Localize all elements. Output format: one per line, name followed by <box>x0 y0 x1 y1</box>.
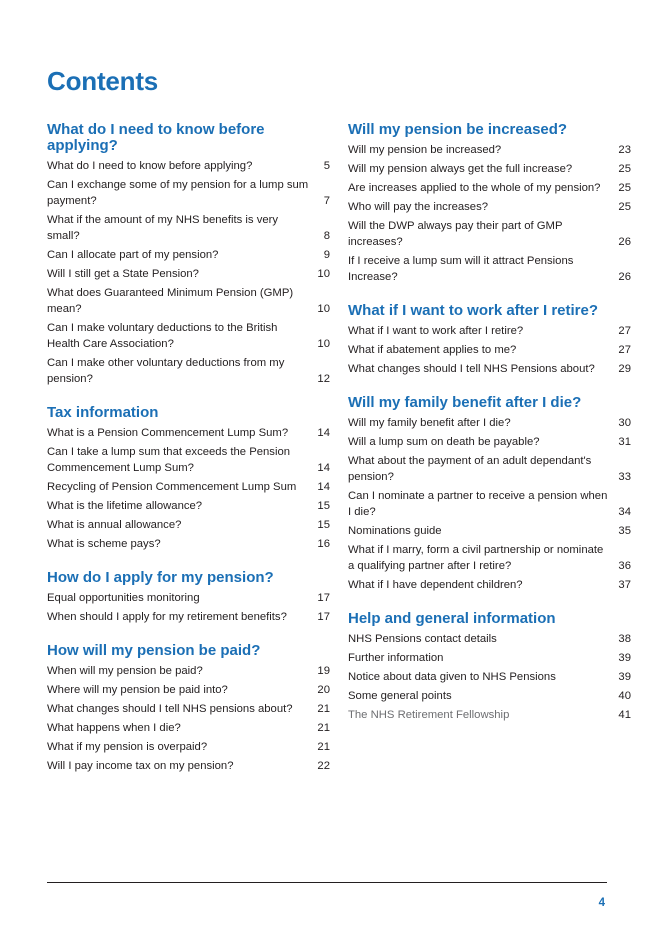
toc-entry[interactable] <box>348 361 631 377</box>
contents-left-column <box>47 122 330 792</box>
toc-entry-title: Notice about data given to NHS Pensions <box>348 671 556 683</box>
toc-entry-page: 21 <box>317 722 330 734</box>
toc-entry-page: 7 <box>323 195 330 207</box>
toc-section-will-my-family-benefit-after-i-die <box>348 395 631 593</box>
toc-entry-page: 39 <box>618 671 631 683</box>
toc-entry-title: What changes should I tell NHS Pensions about? <box>348 363 595 375</box>
toc-entry-title: What about the payment of an adult dependant's pension? <box>348 455 592 483</box>
toc-section-what-if-i-want-to-work-after-i-retire <box>348 303 631 377</box>
toc-entry-page: 26 <box>618 236 631 248</box>
toc-entry[interactable] <box>348 342 631 358</box>
toc-entry-title: Will my family benefit after I die? <box>348 417 511 429</box>
toc-entry[interactable] <box>348 323 631 339</box>
toc-entry[interactable] <box>47 158 330 174</box>
toc-entry[interactable] <box>47 720 330 736</box>
section-heading: How will my pension be paid? <box>47 642 261 659</box>
toc-entry-title: Can I exchange some of my pension for a lump sum payment? <box>47 179 309 207</box>
toc-entry-page: 14 <box>317 427 330 439</box>
toc-entry-title: If I receive a lump sum will it attract Pensions Increase? <box>348 255 574 283</box>
toc-entry[interactable] <box>47 682 330 698</box>
toc-entry-title: When should I apply for my retirement benefits? <box>47 611 287 623</box>
toc-entry-page: 35 <box>618 525 631 537</box>
toc-entry-title: Can I allocate part of my pension? <box>47 249 219 261</box>
toc-section-how-will-my-pension-be-paid <box>47 643 330 774</box>
toc-entry-title: Who will pay the increases? <box>348 201 489 213</box>
toc-entry[interactable] <box>47 266 330 282</box>
toc-entry[interactable] <box>47 663 330 679</box>
contents-right-column <box>348 122 631 741</box>
toc-entry[interactable] <box>348 542 631 574</box>
toc-section-what-do-i-need-to-know-before-applying <box>47 122 330 387</box>
toc-entry-page: 17 <box>317 592 330 604</box>
toc-entry-page: 26 <box>618 271 631 283</box>
toc-entry[interactable] <box>348 707 631 723</box>
toc-entry-title: What is annual allowance? <box>47 519 182 531</box>
toc-entry-page: 37 <box>618 579 631 591</box>
toc-entry[interactable] <box>47 247 330 263</box>
toc-entry-page: 9 <box>323 249 330 261</box>
toc-entry-title: What if my pension is overpaid? <box>47 741 208 753</box>
toc-entry-page: 25 <box>618 201 631 213</box>
toc-entry-page: 27 <box>618 325 631 337</box>
page-number: 4 <box>598 897 605 909</box>
toc-entry-title: Further information <box>348 652 444 664</box>
toc-entry-title: What changes should I tell NHS pensions about? <box>47 703 293 715</box>
toc-entry-title: The NHS Retirement Fellowship <box>348 709 510 721</box>
toc-entry-page: 36 <box>618 560 631 572</box>
section-heading: Will my pension be increased? <box>348 121 568 138</box>
toc-entry-title: What is a Pension Commencement Lump Sum? <box>47 427 289 439</box>
toc-entry-page: 33 <box>618 471 631 483</box>
page-title: Contents <box>47 66 159 96</box>
toc-entry[interactable] <box>47 285 330 317</box>
section-heading: What do I need to know before applying? <box>47 121 265 154</box>
toc-entry-page: 14 <box>317 462 330 474</box>
toc-entry-title: What if abatement applies to me? <box>348 344 517 356</box>
toc-entry-page: 16 <box>317 538 330 550</box>
toc-entry-title: Will a lump sum on death be payable? <box>348 436 540 448</box>
toc-entry-page: 23 <box>618 144 631 156</box>
toc-entry[interactable] <box>348 577 631 593</box>
toc-entry-title: Will my pension always get the full increase? <box>348 163 573 175</box>
toc-entry[interactable] <box>348 180 631 196</box>
toc-entry[interactable] <box>348 523 631 539</box>
section-heading: Tax information <box>47 404 159 421</box>
toc-entry-title: Recycling of Pension Commencement Lump Sum <box>47 481 297 493</box>
toc-entry-title: What if I want to work after I retire? <box>348 325 524 337</box>
toc-entry-title: Will the DWP always pay their part of GMP increases? <box>348 220 563 248</box>
toc-entry[interactable] <box>348 669 631 685</box>
toc-entry-page: 21 <box>317 741 330 753</box>
toc-entry-title: What if I marry, form a civil partnership or nominate a qualifying partner after I retire? <box>348 544 604 572</box>
toc-entry-title: Can I take a lump sum that exceeds the Pension Commencement Lump Sum? <box>47 446 291 474</box>
toc-entry-page: 30 <box>618 417 631 429</box>
section-heading: How do I apply for my pension? <box>47 569 274 586</box>
toc-entry-title: What if I have dependent children? <box>348 579 523 591</box>
toc-entry-page: 20 <box>317 684 330 696</box>
toc-entry[interactable] <box>47 536 330 552</box>
toc-section-will-my-pension-be-increased <box>348 122 631 285</box>
toc-entry-page: 17 <box>317 611 330 623</box>
toc-entry[interactable] <box>47 177 330 209</box>
toc-entry-page: 15 <box>317 500 330 512</box>
toc-entry-page: 8 <box>323 230 330 242</box>
toc-entry-page: 29 <box>618 363 631 375</box>
toc-entry[interactable] <box>348 415 631 431</box>
toc-entry[interactable] <box>47 739 330 755</box>
toc-entry-title: Can I make voluntary deductions to the British Health Care Association? <box>47 322 278 350</box>
toc-entry-title: Will my pension be increased? <box>348 144 502 156</box>
toc-entry[interactable] <box>47 517 330 533</box>
toc-entry[interactable] <box>47 479 330 495</box>
toc-entry-page: 41 <box>618 709 631 721</box>
toc-entry-title: Equal opportunities monitoring <box>47 592 200 604</box>
toc-section-help-and-general-information <box>348 611 631 723</box>
toc-section-tax-information <box>47 405 330 552</box>
toc-entry-title: What happens when I die? <box>47 722 181 734</box>
toc-entry-title: What is the lifetime allowance? <box>47 500 203 512</box>
toc-entry-page: 12 <box>317 373 330 385</box>
toc-entry-page: 19 <box>317 665 330 677</box>
toc-entry[interactable] <box>348 218 631 250</box>
toc-entry[interactable] <box>47 701 330 717</box>
toc-entry[interactable] <box>47 758 330 774</box>
toc-entry-title: Can I nominate a partner to receive a pension when I die? <box>348 490 608 518</box>
toc-entry-page: 34 <box>618 506 631 518</box>
toc-entry[interactable] <box>348 688 631 704</box>
toc-entry[interactable] <box>47 609 330 625</box>
toc-entry[interactable] <box>47 590 330 606</box>
toc-entry-page: 10 <box>317 268 330 280</box>
toc-entry-page: 25 <box>618 182 631 194</box>
toc-entry-title: What do I need to know before applying? <box>47 160 253 172</box>
toc-entry[interactable] <box>348 650 631 666</box>
toc-entry-page: 40 <box>618 690 631 702</box>
toc-entry-page: 14 <box>317 481 330 493</box>
toc-entry[interactable] <box>47 444 330 476</box>
toc-entry-title: NHS Pensions contact details <box>348 633 497 645</box>
toc-entry-page: 22 <box>317 760 330 772</box>
toc-entry[interactable] <box>47 212 330 244</box>
section-heading: What if I want to work after I retire? <box>348 302 599 319</box>
toc-entry[interactable] <box>348 453 631 485</box>
toc-entry-page: 21 <box>317 703 330 715</box>
toc-entry-page: 5 <box>323 160 330 172</box>
footer-rule <box>47 882 607 883</box>
toc-entry[interactable] <box>348 142 631 158</box>
toc-entry[interactable] <box>47 320 330 352</box>
toc-entry[interactable] <box>348 199 631 215</box>
section-heading: Help and general information <box>348 610 556 627</box>
toc-entry-title: When will my pension be paid? <box>47 665 203 677</box>
toc-entry-page: 31 <box>618 436 631 448</box>
toc-entry-title: What does Guaranteed Minimum Pension (GMP) mean? <box>47 287 294 315</box>
toc-entry-page: 10 <box>317 338 330 350</box>
toc-entry-page: 15 <box>317 519 330 531</box>
toc-entry[interactable] <box>348 434 631 450</box>
toc-entry[interactable] <box>47 425 330 441</box>
toc-entry-page: 38 <box>618 633 631 645</box>
toc-entry-title: What if the amount of my NHS benefits is very small? <box>47 214 279 242</box>
toc-entry[interactable] <box>348 631 631 647</box>
toc-entry-title: Will I still get a State Pension? <box>47 268 199 280</box>
toc-entry[interactable] <box>348 488 631 520</box>
toc-entry-title: Where will my pension be paid into? <box>47 684 228 696</box>
toc-entry-title: Are increases applied to the whole of my pension? <box>348 182 601 194</box>
toc-entry-page: 39 <box>618 652 631 664</box>
toc-entry-title: Nominations guide <box>348 525 442 537</box>
toc-entry[interactable] <box>348 161 631 177</box>
toc-entry[interactable] <box>348 253 631 285</box>
toc-entry[interactable] <box>47 498 330 514</box>
toc-section-how-do-i-apply-for-my-pension <box>47 570 330 625</box>
toc-entry[interactable] <box>47 355 330 387</box>
section-heading: Will my family benefit after I die? <box>348 394 582 411</box>
toc-entry-title: Can I make other voluntary deductions from my pension? <box>47 357 285 385</box>
toc-entry-title: Some general points <box>348 690 452 702</box>
toc-entry-page: 27 <box>618 344 631 356</box>
toc-entry-title: Will I pay income tax on my pension? <box>47 760 234 772</box>
toc-entry-page: 25 <box>618 163 631 175</box>
toc-entry-page: 10 <box>317 303 330 315</box>
toc-entry-title: What is scheme pays? <box>47 538 161 550</box>
